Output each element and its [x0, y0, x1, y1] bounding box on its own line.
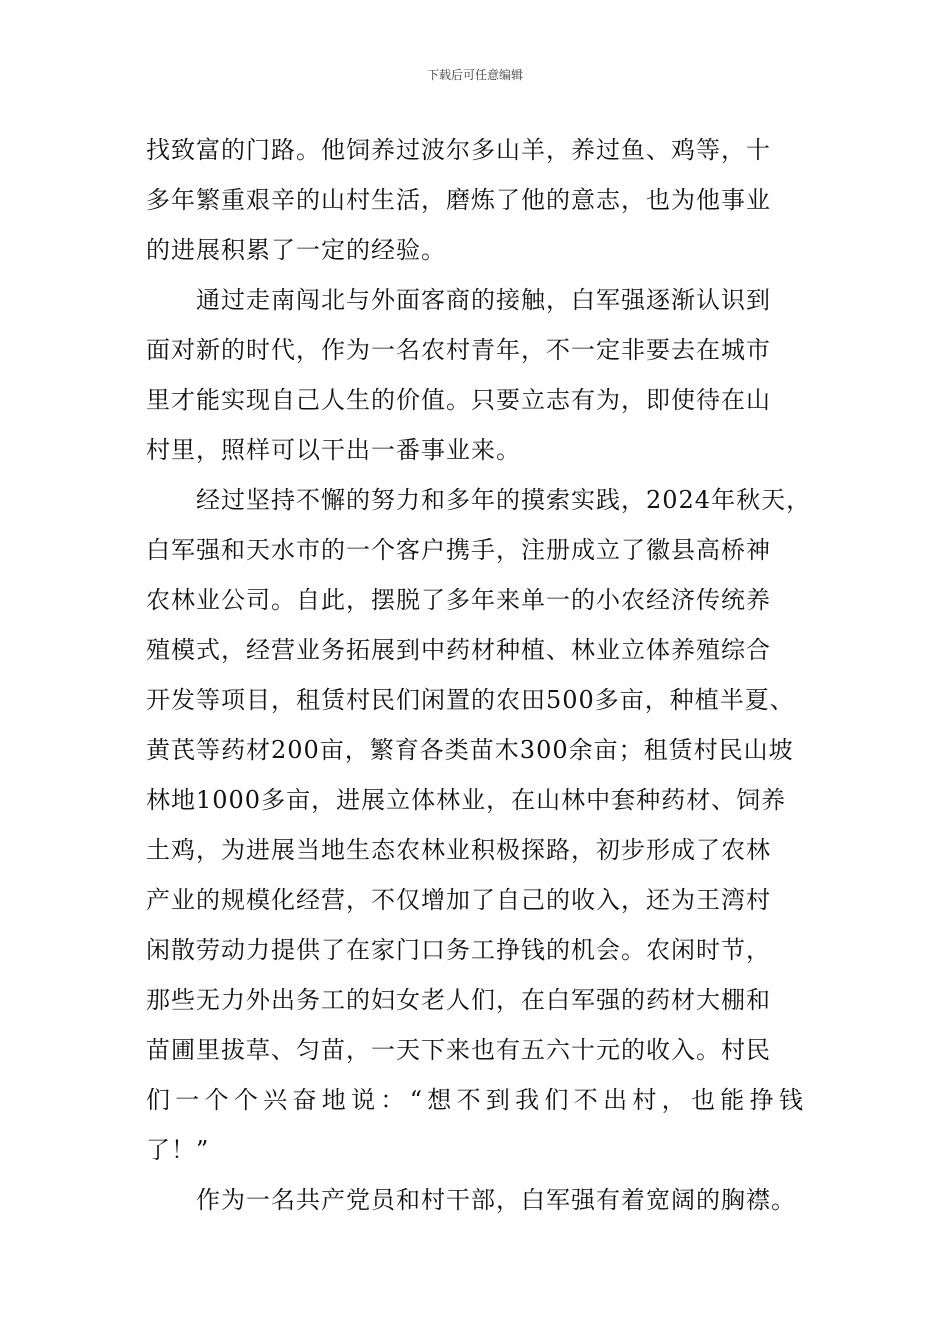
text-line: 里才能实现自己人生的价值。只要立志有为，即使待在山	[146, 386, 771, 414]
text-line: 土鸡，为进展当地生态农林业积极探路，初步形成了农林	[146, 836, 771, 864]
text-line: 村里，照样可以干出一番事业来。	[146, 436, 521, 464]
text-line: 白军强和天水市的一个客户携手，注册成立了徽县高桥神	[146, 536, 771, 564]
text-line: 苗圃里拔草、匀苗，一天下来也有五六十元的收入。村民	[146, 1036, 771, 1064]
text-line: 林地1000多亩，进展立体林业，在山林中套种药材、饲养	[146, 786, 787, 814]
text-line: 们一个个兴奋地说：“想不到我们不出村，也能挣钱	[146, 1086, 809, 1114]
text-line: 开发等项目，租赁村民们闲置的农田500多亩，种植半夏、	[146, 686, 795, 714]
text-line: 经过坚持不懈的努力和多年的摸索实践，2024年秋天，	[146, 486, 812, 514]
page-header: 下载后可任意编辑	[426, 68, 523, 82]
text-line: 闲散劳动力提供了在家门口务工挣钱的机会。农闲时节，	[146, 936, 771, 964]
text-line: 的进展积累了一定的经验。	[146, 236, 446, 264]
body-text	[146, 129, 811, 1229]
text-line: 多年繁重艰辛的山村生活，磨炼了他的意志，也为他事业	[146, 186, 771, 214]
text-line: 那些无力外出务工的妇女老人们，在白军强的药材大棚和	[146, 986, 771, 1014]
text-line: 了！”	[146, 1136, 210, 1164]
text-line: 面对新的时代，作为一名农村青年，不一定非要去在城市	[146, 336, 771, 364]
text-line: 殖模式，经营业务拓展到中药材种植、林业立体养殖综合	[146, 636, 771, 664]
text-line: 产业的规模化经营，不仅增加了自己的收入，还为王湾村	[146, 886, 771, 914]
text-line: 农林业公司。自此，摆脱了多年来单一的小农经济传统养	[146, 586, 771, 614]
text-line: 作为一名共产党员和村干部，白军强有着宽阔的胸襟。	[146, 1186, 796, 1214]
text-line: 通过走南闯北与外面客商的接触，白军强逐渐认识到	[146, 286, 771, 314]
text-line: 黄芪等药材200亩，繁育各类苗木300余亩；租赁村民山坡	[146, 736, 794, 764]
text-line: 找致富的门路。他饲养过波尔多山羊，养过鱼、鸡等，十	[146, 136, 771, 164]
